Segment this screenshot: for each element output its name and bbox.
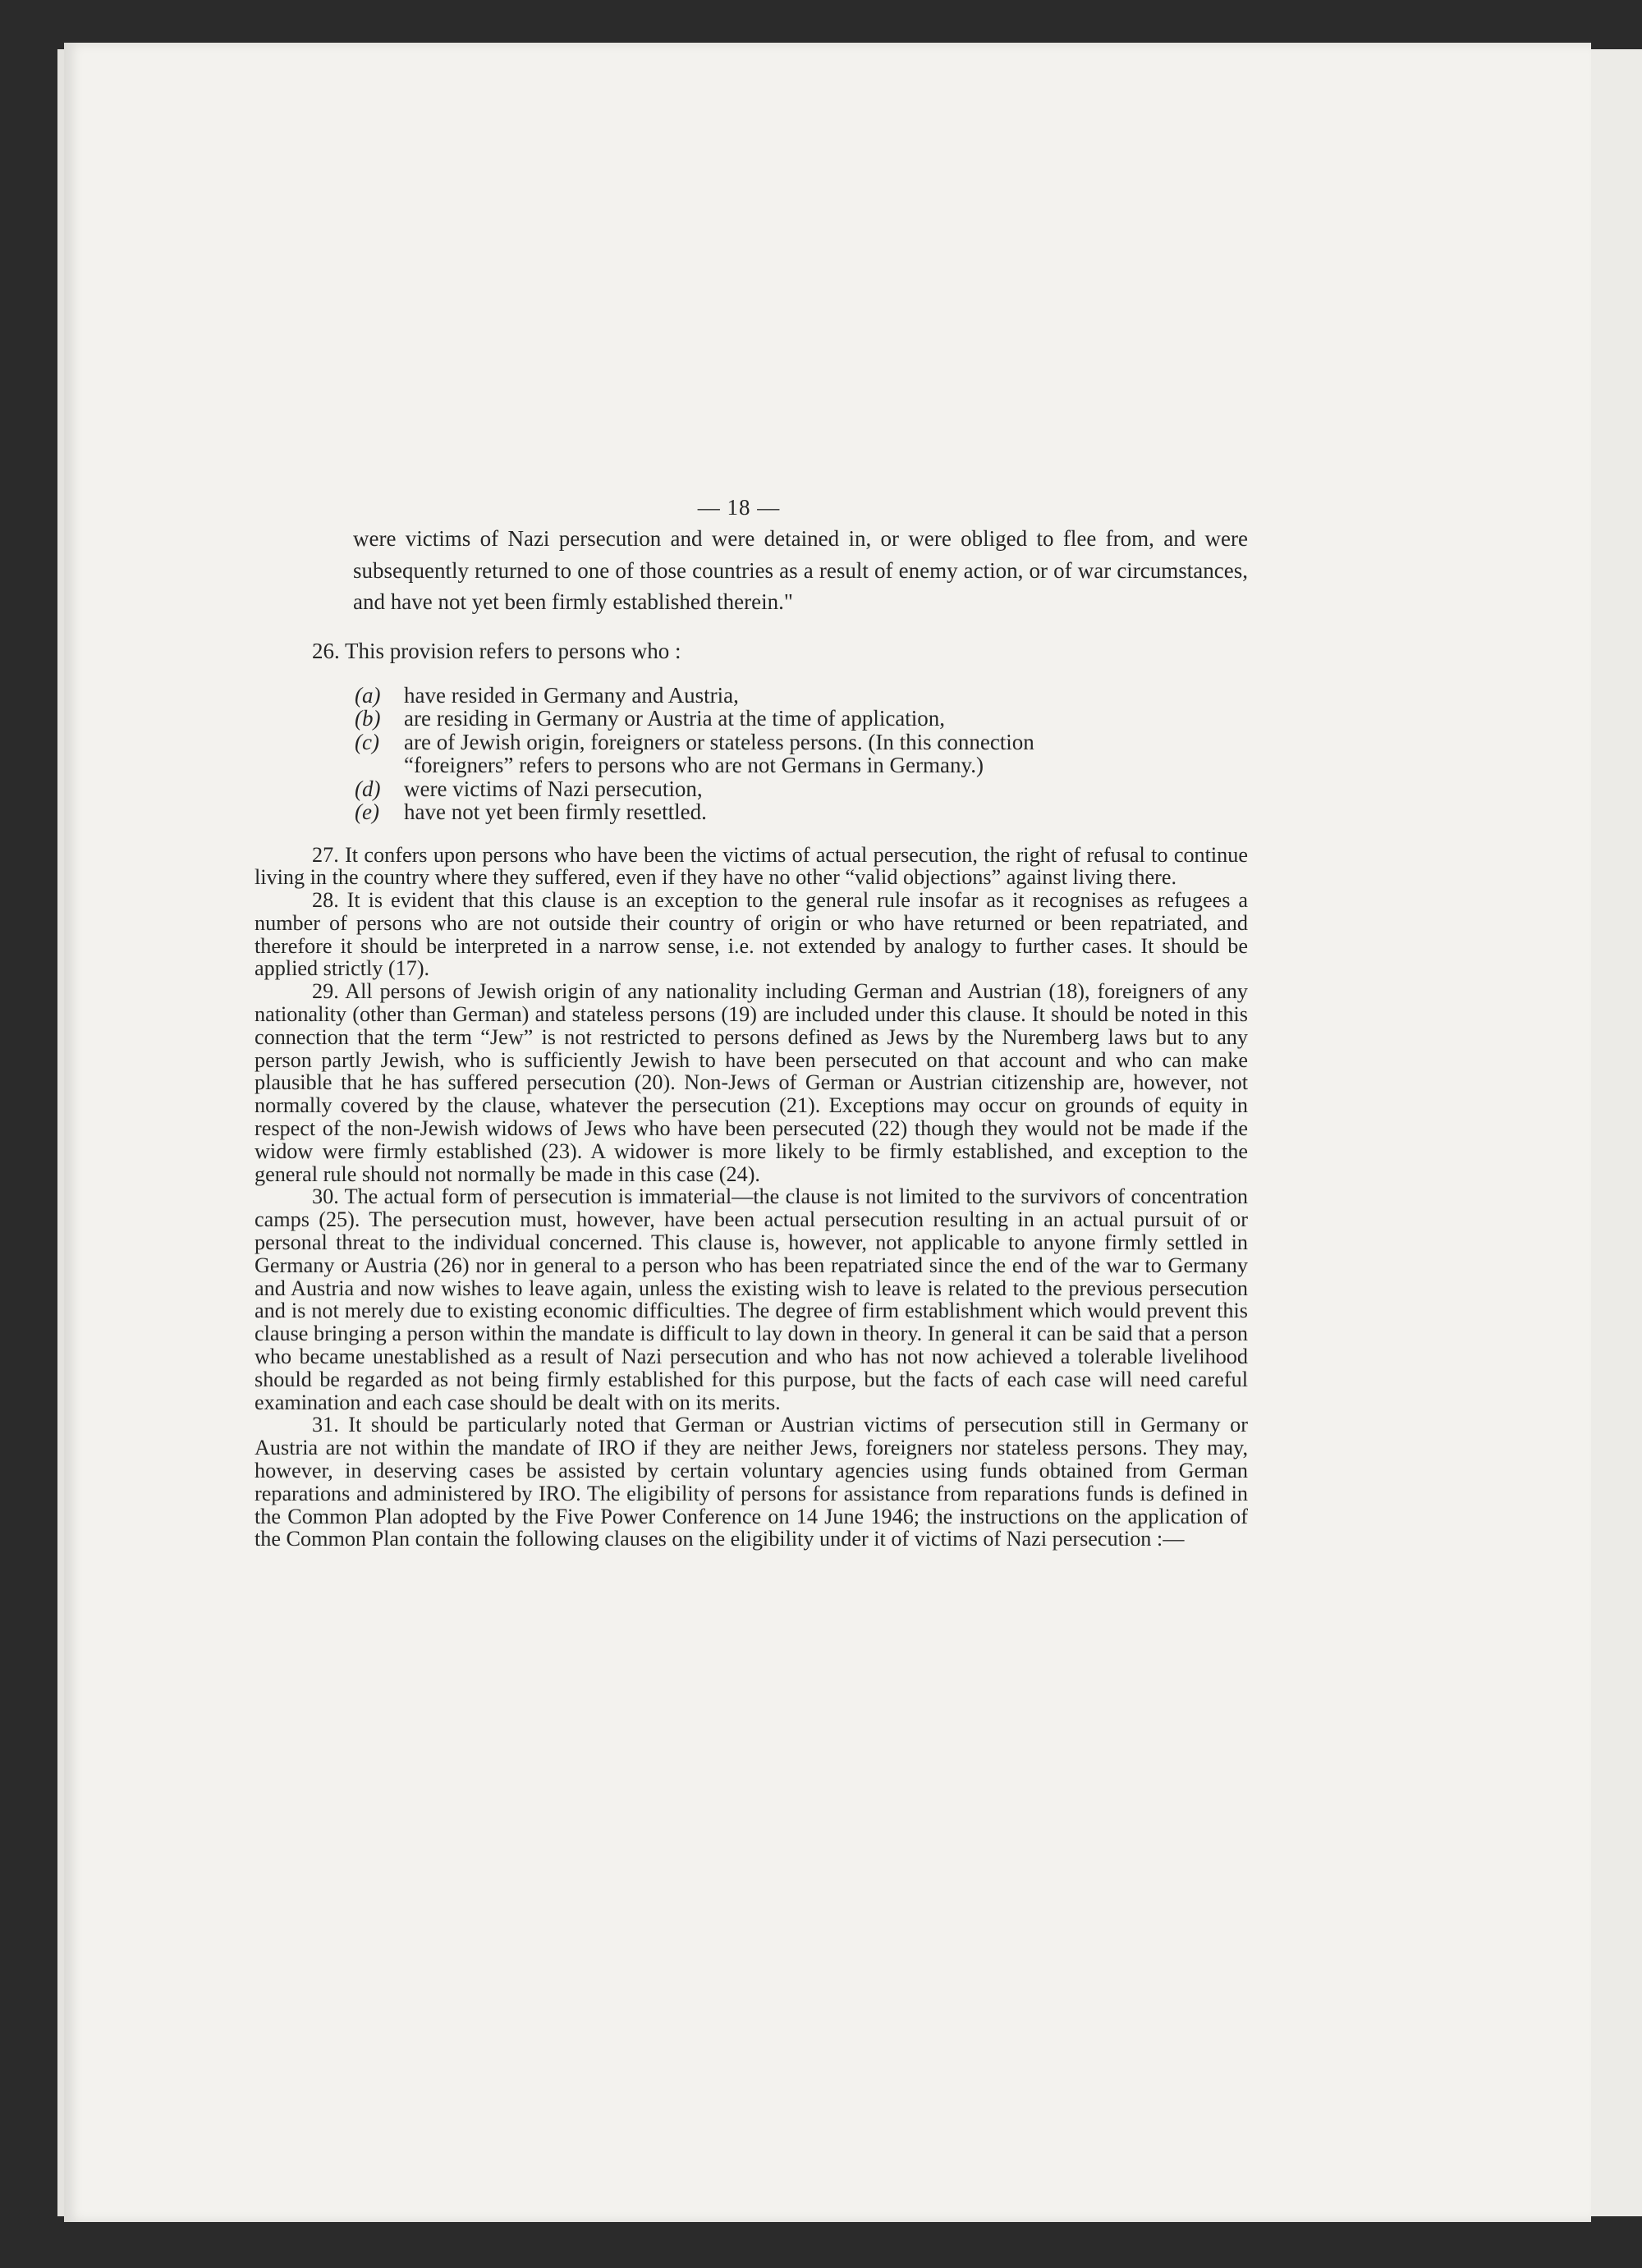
paragraph-30: 30. The actual form of persecution is immaterial—the clause is not limited to the survivors of concentration camps (25). The persecution must, however, have been actual persecution resulting in an actual pursuit of or personal threat to the individual concerned. This clause is, however, not applicable to anyone firmly settled in Germany or Austria (26) nor in general to a person who has been repatriated since the end of the war to Germany and Austria and now wishes to leave again, unless the existing wish to leave is related to the previous persecution and is not merely due to existing economic difficulties. The degree of firm establishment which would prevent this clause bringing a person within the mandate is difficult to lay down in theory. In general it can be said that a person who became unestablished as a result of Nazi persecution and who has not now achieved a tolerable livelihood should be regarded as not being firmly established for this purpose, but the facts of each case will need careful examination and each case should be dealt with on its merits. [255, 1184, 1248, 1414]
list-label: (a) [355, 682, 381, 708]
list-label: (b) [355, 706, 381, 731]
list-label: (d) [355, 776, 381, 801]
page-edge-right [1591, 49, 1642, 2216]
paragraph-27: 27. It confers upon persons who have been the victims of actual persecution, the right of refusal to continue living in the country where they suffered, even if they have no other “valid objections” against living there. [255, 842, 1248, 890]
paragraph-31: 31. It should be particularly noted that German or Austrian victims of persecution still in Germany or Austria are not within the mandate of IRO if they are neither Jews, foreigners nor stateless persons. They may, however, in deserving cases be assisted by certain voluntary agencies using funds obtained from German reparations and administered by IRO. The eligibility of persons for assistance from reparations funds is defined in the Common Plan adopted by the Five Power Conference on 14 June 1946; the instructions on the application of the Common Plan contain the following clauses on the eligibility under it of victims of Nazi persecution :— [255, 1413, 1248, 1551]
quote-continuation: were victims of Nazi persecution and were detained in, or were obliged to flee from, and were subsequently returned to one of those countries as a result of enemy action, or of war circumstances, and have not yet been firmly established therein." [353, 526, 1248, 614]
list-item-c [355, 731, 1248, 754]
list-text: are residing in Germany or Austria at the time of application, [404, 706, 946, 731]
paragraph-29: 29. All persons of Jewish origin of any nationality including German and Austrian (18), foreigners of any nationality (other than German) and stateless persons (19) are included under this clause. It should be noted in this connection that the term “Jew” is not restricted to persons defined as Jews by the Nuremberg laws but to any person partly Jewish, who is sufficiently Jewish to have been persecuted on that account and who can make plausible that he has suffered persecution (20). Non-Jews of German or Austrian citizenship are, however, not normally covered by the clause, whatever the persecution (21). Exceptions may occur on grounds of equity in respect of the non-Jewish widows of Jews who have been persecuted (22) though they would not be made if the widow were firmly established (23). A widower is more likely to be firmly established, and exception to the general rule should not normally be made in this case (24). [255, 979, 1248, 1186]
list-item-b [355, 707, 1248, 731]
list-text: have not yet been firmly resettled. [404, 800, 707, 824]
paragraph-28: 28. It is evident that this clause is an exception to the general rule insofar as it recognises as refugees a number of persons who are not outside their country of origin or who have returned or been repatriated, and therefore it should be interpreted in a narrow sense, i.e. not extended by analogy to further cases. It should be applied strictly (17). [255, 888, 1248, 981]
paragraph-26-list [255, 684, 1248, 824]
list-item-c-continuation: “foreigners” refers to persons who are not Germans in Germany.) [404, 753, 984, 777]
page-number: — 18 — [697, 495, 781, 520]
list-label: (e) [355, 800, 379, 824]
list-item-a [355, 684, 1248, 708]
list-text: have resided in Germany and Austria, [404, 682, 739, 708]
paragraph-26-intro: 26. This provision refers to persons who : [312, 638, 681, 663]
document-text [255, 495, 1248, 1551]
list-text: were victims of Nazi persecution, [404, 776, 703, 801]
list-label: (c) [355, 729, 379, 754]
list-text: are of Jewish origin, foreigners or stateless persons. (In this connection [404, 729, 1034, 754]
list-item-d [355, 777, 1248, 801]
list-item-e [355, 800, 1248, 824]
